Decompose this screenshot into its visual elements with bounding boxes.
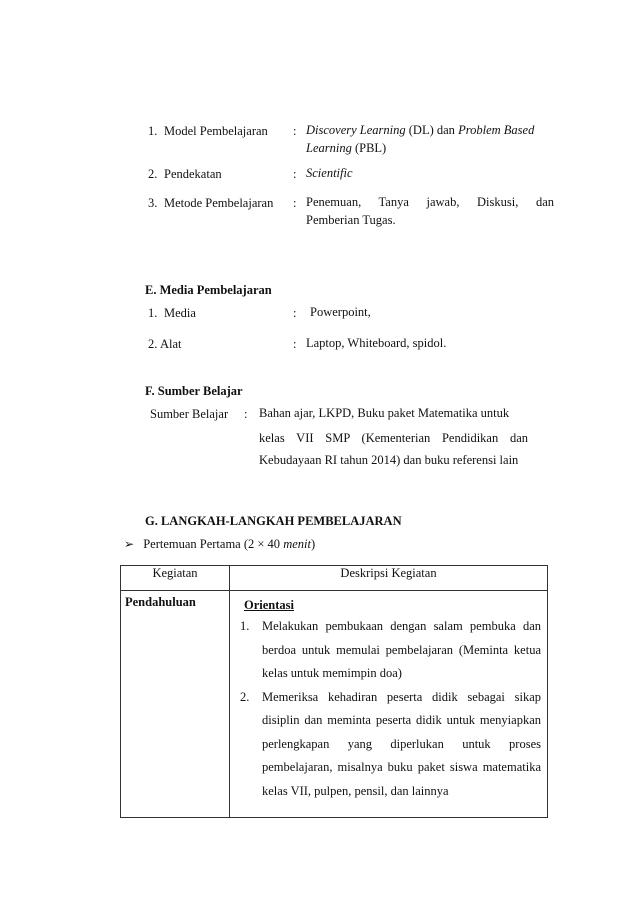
list-item-number: 1. <box>240 619 250 633</box>
method-item-label: Pendekatan <box>164 167 222 181</box>
meeting-close: ) <box>310 537 316 551</box>
activity-table <box>120 565 548 818</box>
media-item-label: Alat <box>160 337 182 351</box>
arrow-bullet-icon: ➢ <box>124 537 135 551</box>
list-item-line: perlengkapan yang diperlukan untuk proses <box>262 736 541 751</box>
media-item-colon: : <box>293 337 297 351</box>
media-item-value: Laptop, Whiteboard, spidol. <box>306 336 447 350</box>
list-item <box>240 686 541 804</box>
method-item-colon: : <box>293 124 297 138</box>
meeting-line <box>124 537 315 552</box>
method-item-value <box>306 120 534 140</box>
section-e-heading: E. Media Pembelajaran <box>145 283 272 297</box>
value-part-italic: Problem Based <box>458 123 535 137</box>
source-line: Bahan ajar, LKPD, Buku paket Matematika untuk <box>259 406 510 420</box>
list-item-line: pembelajaran, misalnya buku paket siswa matematika <box>262 760 541 774</box>
method-item-value: Scientific <box>306 166 353 180</box>
method-item-number: 1. <box>148 124 158 138</box>
source-label: Sumber Belajar <box>150 407 229 421</box>
list-item <box>240 615 541 686</box>
media-item-label: Media <box>164 306 196 320</box>
list-item-line: berdoa untuk memulai pembelajaran (Meminta ketua <box>262 642 541 657</box>
list-item-line: Memeriksa kehadiran peserta didik sebagai sikap <box>262 689 541 704</box>
media-item-colon: : <box>293 306 297 320</box>
method-item-label: Model Pembelajaran <box>164 124 268 138</box>
method-item-value-line2 <box>306 138 386 158</box>
row-description-cell <box>230 591 548 818</box>
method-item-number: 3. <box>148 196 158 210</box>
source-line: kelas VII SMP (Kementerian Pendidikan dan <box>259 431 528 445</box>
media-item-value: Powerpoint, <box>310 305 371 319</box>
source-colon: : <box>244 407 248 421</box>
list-item-line: disiplin dan meminta peserta didik untuk menyiapkan <box>262 713 541 727</box>
source-line: Kebudayaan RI tahun 2014) dan buku referensi lain <box>259 453 519 467</box>
media-item-number: 2. <box>148 337 158 351</box>
row-label-cell <box>121 591 230 818</box>
list-item-line: Melakukan pembukaan dengan salam pembuka dan <box>262 619 541 633</box>
method-item-colon: : <box>293 167 297 181</box>
meeting-math: menit <box>283 537 311 551</box>
value-part: (PBL) <box>351 141 387 155</box>
row-label: Pendahuluan <box>125 595 196 609</box>
media-item-number: 1. <box>148 306 158 320</box>
list-item-line: kelas untuk memimpin doa) <box>262 666 402 680</box>
method-item-label: Metode Pembelajaran <box>164 196 274 210</box>
value-part-italic: Discovery Learning <box>306 123 406 137</box>
value-part-italic: Learning <box>306 141 352 155</box>
method-item-value: Penemuan, Tanya jawab, Diskusi, dan <box>306 195 554 209</box>
value-part: (DL) dan <box>405 123 459 137</box>
col-header-deskripsi: Deskripsi Kegiatan <box>230 566 548 591</box>
table-header-row <box>121 566 548 591</box>
method-item-number: 2. <box>148 167 158 181</box>
method-item-value-line2: Pemberian Tugas. <box>306 213 396 227</box>
orientation-subheading: Orientasi <box>244 598 294 612</box>
col-header-kegiatan: Kegiatan <box>121 566 230 591</box>
table-row <box>121 591 548 818</box>
list-item-line: kelas VII, pulpen, pensil, dan lainnya <box>262 783 449 798</box>
list-item-number: 2. <box>240 689 250 704</box>
meeting-text: Pertemuan Pertama (2 × 40 <box>143 537 284 551</box>
section-f-heading: F. Sumber Belajar <box>145 384 243 398</box>
section-g-heading: G. LANGKAH-LANGKAH PEMBELAJARAN <box>145 514 402 528</box>
method-item-colon: : <box>293 196 297 210</box>
